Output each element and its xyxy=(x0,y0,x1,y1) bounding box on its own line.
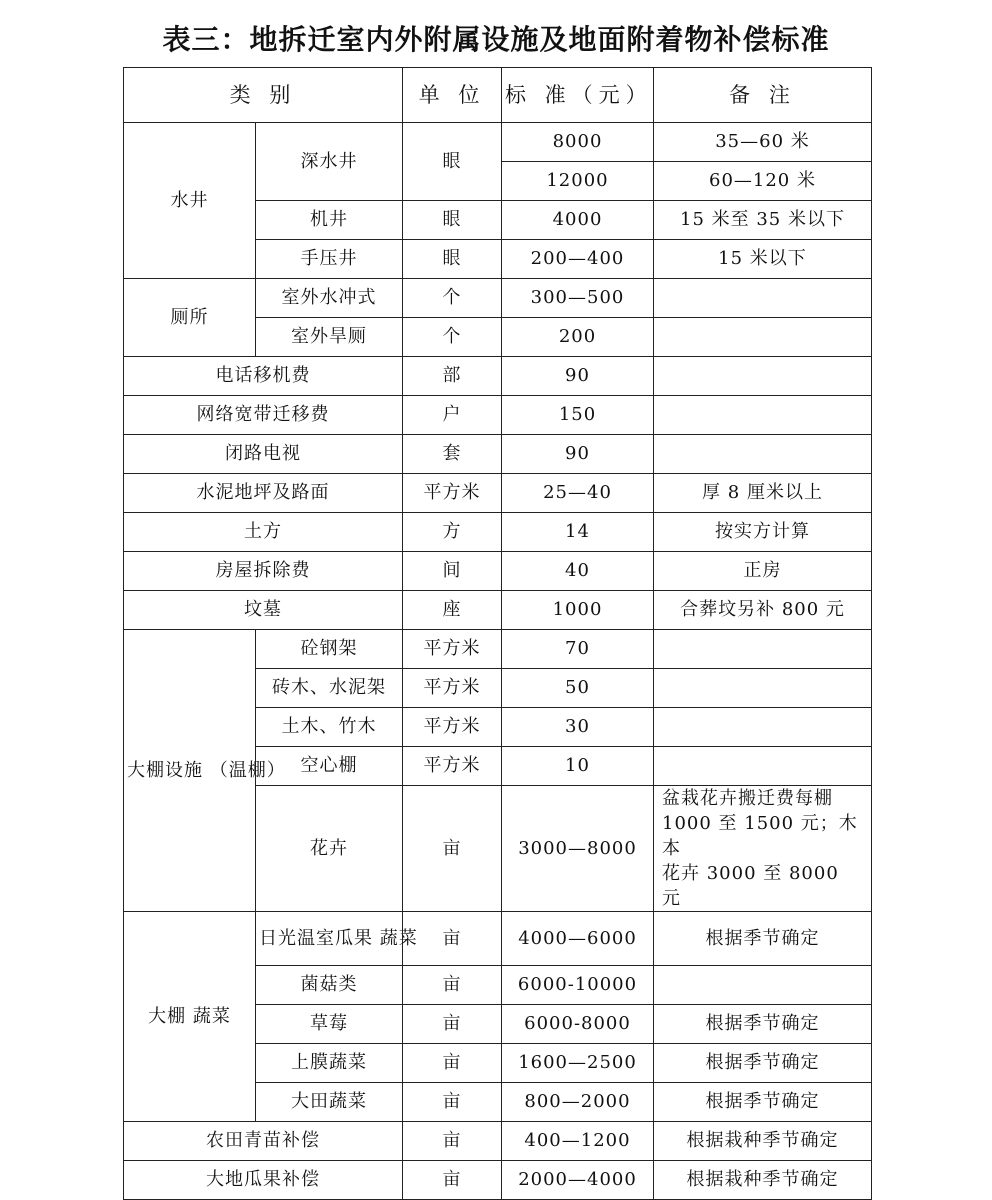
table-row xyxy=(124,123,872,162)
unit-cell: 亩 xyxy=(403,786,502,912)
header-category: 类 别 xyxy=(124,68,403,123)
unit-cell: 亩 xyxy=(403,1005,502,1044)
item-machine-well: 机井 xyxy=(256,201,403,240)
note-cell: 根据季节确定 xyxy=(654,1005,872,1044)
unit-cell: 间 xyxy=(403,552,502,591)
header-standard: 标 准（元） xyxy=(502,68,654,123)
standard-cell: 200 xyxy=(502,318,654,357)
unit-cell: 亩 xyxy=(403,1044,502,1083)
table-header-row xyxy=(124,68,872,123)
note-cell: 根据季节确定 xyxy=(654,912,872,966)
unit-cell: 个 xyxy=(403,318,502,357)
item-deep-well: 深水井 xyxy=(256,123,403,201)
compensation-table xyxy=(123,67,872,1200)
standard-cell: 40 xyxy=(502,552,654,591)
standard-cell: 25—40 xyxy=(502,474,654,513)
standard-cell: 800—2000 xyxy=(502,1083,654,1122)
note-cell: 根据季节确定 xyxy=(654,1083,872,1122)
note-cell: 15 米以下 xyxy=(654,240,872,279)
table-row xyxy=(124,396,872,435)
header-note: 备 注 xyxy=(654,68,872,123)
group-greenhouse-facilities: 大棚设施 （温棚） xyxy=(124,630,256,912)
table-row xyxy=(124,1122,872,1161)
unit-cell: 户 xyxy=(403,396,502,435)
item-concrete-steel-frame: 砼钢架 xyxy=(256,630,403,669)
unit-cell: 个 xyxy=(403,279,502,318)
unit-cell: 部 xyxy=(403,357,502,396)
standard-cell: 2000—4000 xyxy=(502,1161,654,1200)
note-cell xyxy=(654,747,872,786)
note-cell: 35—60 米 xyxy=(654,123,872,162)
table-row xyxy=(124,279,872,318)
table-row xyxy=(124,435,872,474)
item-field-vegetables: 大田蔬菜 xyxy=(256,1083,403,1122)
table-row xyxy=(124,357,872,396)
note-cell: 根据季节确定 xyxy=(654,1044,872,1083)
unit-cell: 亩 xyxy=(403,1083,502,1122)
item-phone-relocation: 电话移机费 xyxy=(124,357,403,396)
note-cell: 正房 xyxy=(654,552,872,591)
standard-cell: 8000 xyxy=(502,123,654,162)
item-earthwork: 土方 xyxy=(124,513,403,552)
note-cell xyxy=(654,396,872,435)
note-cell: 根据栽种季节确定 xyxy=(654,1161,872,1200)
note-cell: 根据栽种季节确定 xyxy=(654,1122,872,1161)
table-row xyxy=(124,591,872,630)
item-film-vegetables: 上膜蔬菜 xyxy=(256,1044,403,1083)
unit-cell: 平方米 xyxy=(403,669,502,708)
standard-cell: 4000 xyxy=(502,201,654,240)
unit-cell: 眼 xyxy=(403,123,502,201)
unit-cell: 套 xyxy=(403,435,502,474)
standard-cell: 300—500 xyxy=(502,279,654,318)
item-earth-bamboo-frame: 土木、竹木 xyxy=(256,708,403,747)
note-cell xyxy=(654,318,872,357)
item-dry-toilet: 室外旱厕 xyxy=(256,318,403,357)
standard-cell: 400—1200 xyxy=(502,1122,654,1161)
unit-cell: 亩 xyxy=(403,1122,502,1161)
standard-cell: 200—400 xyxy=(502,240,654,279)
item-flush-toilet: 室外水冲式 xyxy=(256,279,403,318)
note-cell xyxy=(654,435,872,474)
table-row xyxy=(124,912,872,966)
group-greenhouse-vegetables: 大棚 蔬菜 xyxy=(124,912,256,1122)
item-house-demolition: 房屋拆除费 xyxy=(124,552,403,591)
note-cell xyxy=(654,357,872,396)
note-cell: 盆栽花卉搬迁费每棚 1000 至 1500 元；木本 花卉 3000 至 8000 元 xyxy=(654,786,872,912)
header-unit: 单 位 xyxy=(403,68,502,123)
unit-cell: 座 xyxy=(403,591,502,630)
unit-cell: 亩 xyxy=(403,1161,502,1200)
note-cell: 按实方计算 xyxy=(654,513,872,552)
standard-cell: 70 xyxy=(502,630,654,669)
unit-cell: 亩 xyxy=(403,966,502,1005)
note-cell xyxy=(654,708,872,747)
note-cell: 合葬坟另补 800 元 xyxy=(654,591,872,630)
table-row xyxy=(124,513,872,552)
standard-cell: 14 xyxy=(502,513,654,552)
standard-cell: 1600—2500 xyxy=(502,1044,654,1083)
item-cctv: 闭路电视 xyxy=(124,435,403,474)
note-cell: 15 米至 35 米以下 xyxy=(654,201,872,240)
unit-cell: 亩 xyxy=(403,912,502,966)
note-cell: 厚 8 厘米以上 xyxy=(654,474,872,513)
item-cement-floor: 水泥地坪及路面 xyxy=(124,474,403,513)
item-field-melon-fruit: 大地瓜果补偿 xyxy=(124,1161,403,1200)
note-cell: 60—120 米 xyxy=(654,162,872,201)
standard-cell: 90 xyxy=(502,357,654,396)
item-hand-well: 手压井 xyxy=(256,240,403,279)
standard-cell: 150 xyxy=(502,396,654,435)
standard-cell: 30 xyxy=(502,708,654,747)
table-row xyxy=(124,630,872,669)
page-title: 表三：地拆迁室内外附属设施及地面附着物补偿标准 xyxy=(162,23,830,56)
standard-cell: 90 xyxy=(502,435,654,474)
note-cell xyxy=(654,279,872,318)
item-strawberry: 草莓 xyxy=(256,1005,403,1044)
standard-cell: 12000 xyxy=(502,162,654,201)
unit-cell: 平方米 xyxy=(403,630,502,669)
standard-cell: 6000-8000 xyxy=(502,1005,654,1044)
item-hollow-shed: 空心棚 xyxy=(256,747,403,786)
item-farmland-seedlings: 农田青苗补偿 xyxy=(124,1122,403,1161)
standard-cell: 1000 xyxy=(502,591,654,630)
unit-cell: 平方米 xyxy=(403,474,502,513)
item-flowers: 花卉 xyxy=(256,786,403,912)
unit-cell: 眼 xyxy=(403,201,502,240)
group-water-well: 水井 xyxy=(124,123,256,279)
item-sunlight-greenhouse-produce: 日光温室瓜果 蔬菜 xyxy=(256,912,403,966)
unit-cell: 平方米 xyxy=(403,747,502,786)
table-row xyxy=(124,552,872,591)
unit-cell: 方 xyxy=(403,513,502,552)
note-cell xyxy=(654,630,872,669)
standard-cell: 10 xyxy=(502,747,654,786)
standard-cell: 4000—6000 xyxy=(502,912,654,966)
item-grave: 坟墓 xyxy=(124,591,403,630)
item-broadband-relocation: 网络宽带迁移费 xyxy=(124,396,403,435)
item-brick-wood-frame: 砖木、水泥架 xyxy=(256,669,403,708)
group-toilet: 厕所 xyxy=(124,279,256,357)
item-mushroom: 菌菇类 xyxy=(256,966,403,1005)
unit-cell: 眼 xyxy=(403,240,502,279)
note-cell xyxy=(654,966,872,1005)
standard-cell: 3000—8000 xyxy=(502,786,654,912)
standard-cell: 50 xyxy=(502,669,654,708)
table-row xyxy=(124,474,872,513)
table-row xyxy=(124,1161,872,1200)
standard-cell: 6000-10000 xyxy=(502,966,654,1005)
note-cell xyxy=(654,669,872,708)
unit-cell: 平方米 xyxy=(403,708,502,747)
